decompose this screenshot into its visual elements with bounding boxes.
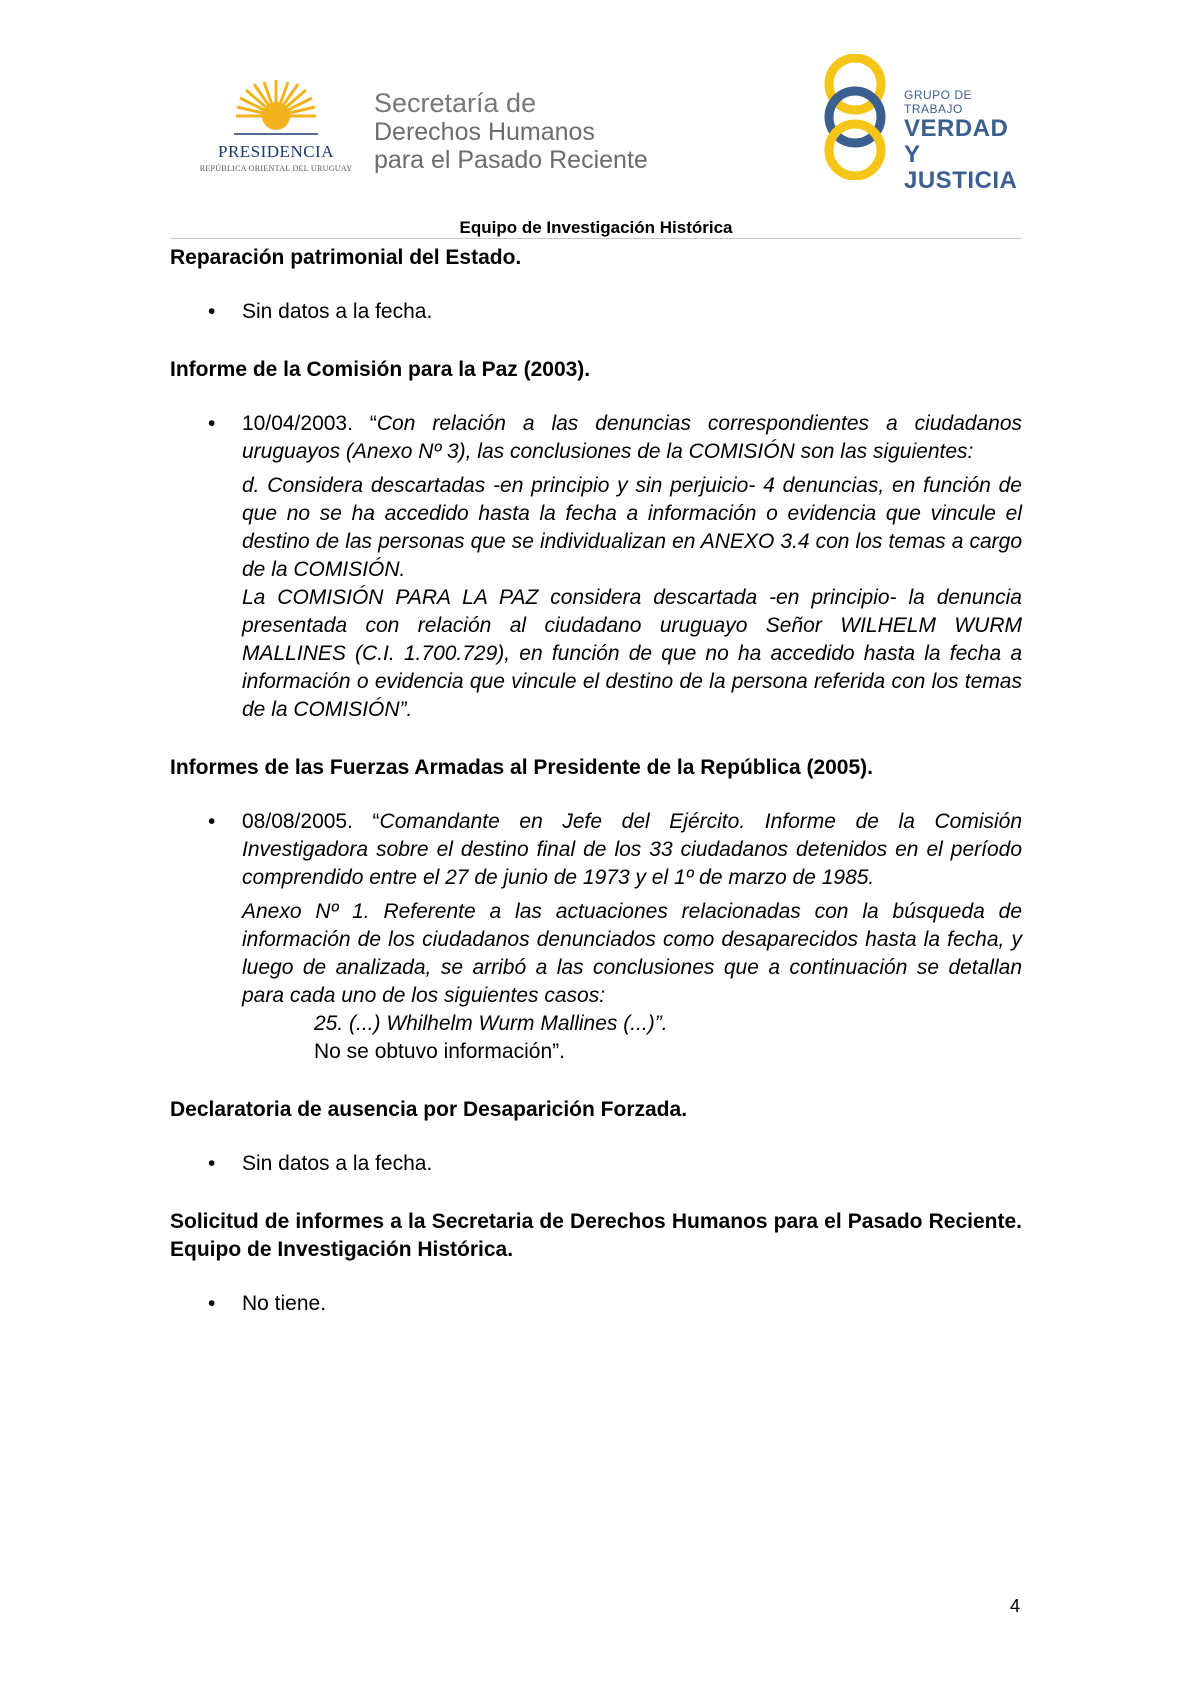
- grupo-trabajo-label: GRUPO DE TRABAJO: [904, 88, 973, 116]
- running-header: Equipo de Investigación Histórica: [459, 218, 733, 237]
- bullet-icon: •: [208, 810, 216, 833]
- no-info-line: No se obtuvo información”.: [314, 1040, 565, 1063]
- secretaria-logo-text: [374, 88, 714, 174]
- bullet-date: 10/04/2003. “: [242, 412, 377, 435]
- bullet-text: Sin datos a la fecha.: [242, 1152, 433, 1175]
- bullet-text: Sin datos a la fecha.: [242, 300, 433, 323]
- list-item: [170, 410, 1022, 724]
- bullet-icon: •: [208, 300, 216, 323]
- section-heading-fuerzas-armadas: Informes de las Fuerzas Armadas al Presidente de la República (2005).: [170, 756, 873, 779]
- bullet-text: No tiene.: [242, 1292, 327, 1315]
- header-logos: [0, 0, 1190, 210]
- section-heading-comision-paz: Informe de la Comisión para la Paz (2003).: [170, 358, 591, 381]
- case-line: 25. (...) Whilhelm Wurm Mallines (...)”.: [314, 1012, 668, 1035]
- linked-rings-icon: [818, 54, 892, 180]
- bullet-icon: •: [208, 412, 216, 435]
- presidencia-logo: [196, 78, 356, 178]
- secretaria-line3: para el Pasado Reciente: [374, 146, 648, 174]
- bullet-date: 08/08/2005. “: [242, 810, 380, 833]
- list-item: [170, 808, 1022, 1066]
- document-body: [170, 244, 1022, 1318]
- secretaria-line2: Derechos Humanos: [374, 118, 595, 146]
- list-item: [170, 1290, 1022, 1318]
- bullet-icon: •: [208, 1292, 216, 1315]
- section-heading-declaratoria: Declaratoria de ausencia por Desaparición Forzada.: [170, 1098, 688, 1121]
- verdad-justicia-logo: [818, 54, 1028, 194]
- paragraph-d: d. Considera descartadas -en principio y sin perjuicio- 4 denuncias, en función de que no se ha accedido hasta la fecha a información o evidencia que vincule el destino de las personas que se individualizan en ANEXO 3.4 con los temas a cargo de la COMISIÓN.: [242, 474, 1022, 581]
- page-number: 4: [1010, 1596, 1021, 1616]
- justicia-label: JUSTICIA: [904, 167, 1018, 194]
- secretaria-line1: Secretaría de: [374, 88, 537, 118]
- section-heading-reparacion: Reparación patrimonial del Estado.: [170, 246, 522, 269]
- list-item: [170, 298, 1022, 326]
- sun-icon: [234, 78, 318, 140]
- list-item: [170, 1150, 1022, 1178]
- paragraph-comision: La COMISIÓN PARA LA PAZ considera descartada -en principio- la denuncia presentada con relación al ciudadano uruguayo Señor WILHELM WURM MALLINES (C.I. 1.700.729), en función de que no ha accedido hasta la fecha a información o evidencia que vincule el destino de la persona referida con los temas de la COMISIÓN”.: [242, 586, 1022, 721]
- section-heading-solicitud: Solicitud de informes a la Secretaria de Derechos Humanos para el Pasado Reciente. Equipo de Investigación Histórica.: [170, 1210, 1022, 1261]
- presidencia-name: PRESIDENCIA: [217, 142, 334, 161]
- header-divider: [170, 238, 1022, 239]
- verdad-label: VERDAD Y: [904, 115, 1009, 168]
- verdad-justicia-text: [904, 88, 1028, 194]
- bullet-quote: Comandante en Jefe del Ejército. Informe de la Comisión Investigadora sobre el destino final de los 33 ciudadanos detenidos en el período comprendido entre el 27 de junio de 1973 y el 1º de marzo de 1985.: [242, 810, 1023, 889]
- bullet-quote: Con relación a las denuncias correspondientes a ciudadanos uruguayos (Anexo Nº 3), las conclusiones de la COMISIÓN son las siguientes:: [242, 412, 1022, 463]
- bullet-icon: •: [208, 1152, 216, 1175]
- presidencia-subtitle: REPÚBLICA ORIENTAL DEL URUGUAY: [199, 164, 353, 173]
- paragraph-anexo: Anexo Nº 1. Referente a las actuaciones relacionadas con la búsqueda de información de los ciudadanos denunciados como desaparecidos hasta la fecha, y luego de analizada, se arribó a las conclusiones que a continuación se detallan para cada uno de los siguientes casos:: [242, 900, 1022, 1007]
